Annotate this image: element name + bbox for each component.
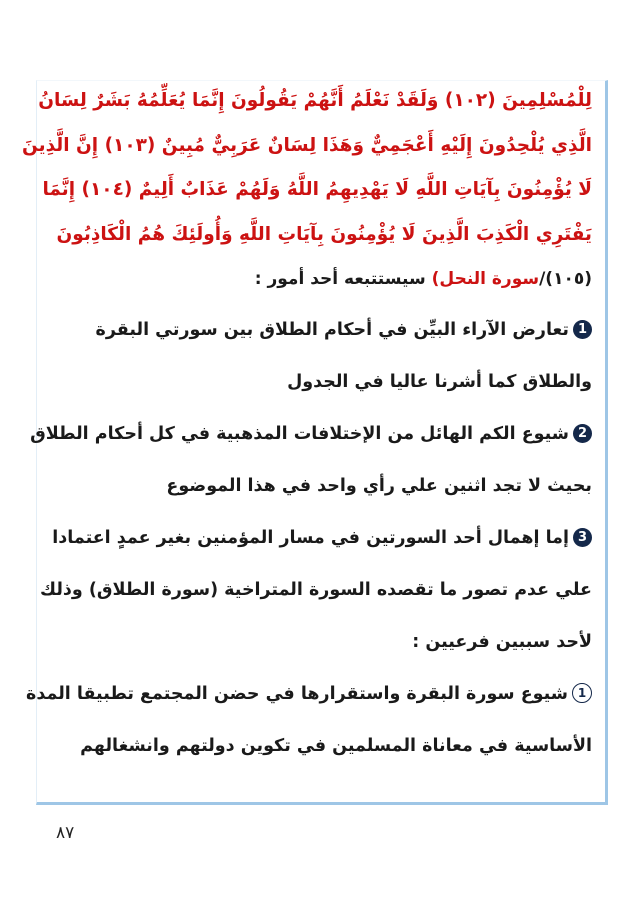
quran-verses (21, 86, 592, 264)
subpoint-1 (26, 679, 592, 783)
reference-intro: سيستتبعه أحد أمور : (254, 269, 432, 289)
point-line (44, 315, 592, 367)
quran-line: يَفْتَرِي الْكَذِبَ الَّذِينَ لَا يُؤْمِنُونَ بِآيَاتِ اللَّهِ وَأُولَئِكَ هُمُ الْكَاذِبُونَ (56, 223, 592, 245)
point-2 (30, 419, 592, 523)
point-line (30, 419, 592, 471)
sura-name: سورة النحل) (431, 269, 540, 289)
point-3 (40, 523, 592, 679)
point-line: بحيث لا تجد اثنين علي رأي واحد في هذا الموضوع (166, 476, 592, 496)
point-text: شيوع الكم الهائل من الإختلافات المذهبية في كل أحكام الطلاق (30, 424, 569, 444)
document-body (21, 86, 592, 783)
quran-line: لَا يُؤْمِنُونَ بِآيَاتِ اللَّهِ لَا يَهْدِيهِمُ اللَّهُ وَلَهُمْ عَذَابٌ أَلِيمٌ (١٠٤) إِنَّمَا (42, 179, 592, 200)
point-1 (44, 315, 592, 419)
point-line (44, 523, 592, 575)
number-badge-icon: 3 (573, 528, 592, 547)
verse-number: (١٠٥)/ (539, 269, 592, 289)
number-badge-icon: 1 (573, 320, 592, 339)
quran-line: الَّذِي يُلْحِدُونَ إِلَيْهِ أَعْجَمِيٌّ وَهَذَا لِسَانٌ عَرَبِيٌّ مُبِينٌ (١٠٣) إِنَّ الَّذِينَ (21, 134, 592, 156)
point-line: علي عدم تصور ما تقصده السورة المتراخية (سورة الطلاق) وذلك (40, 580, 592, 600)
circled-number-icon: 1 (572, 683, 592, 703)
number-badge-icon: 2 (573, 424, 592, 443)
page-number: ٨٧ (56, 823, 75, 843)
point-line: والطلاق كما أشرنا عاليا في الجدول (287, 372, 592, 392)
point-text: تعارض الآراء البيِّن في أحكام الطلاق بين سورتي البقرة (95, 320, 569, 340)
verse-reference (44, 264, 592, 315)
point-text: إما إهمال أحد السورتين في مسار المؤمنين بغير عمدٍ اعتمادا (52, 528, 569, 548)
subpoint-line (26, 679, 592, 731)
subpoint-text: شيوع سورة البقرة واستقرارها في حضن المجتمع تطبيقا المدة (26, 684, 568, 704)
point-line: لأحد سببين فرعيين : (412, 632, 592, 652)
subpoint-line: الأساسية في معاناة المسلمين في تكوين دولتهم وانشغالهم (80, 736, 592, 756)
quran-line: لِلْمُسْلِمِينَ (١٠٢) وَلَقَدْ نَعْلَمُ أَنَّهُمْ يَقُولُونَ إِنَّمَا يُعَلِّمُهُ بَشَرٌ لِسَانُ (38, 90, 592, 111)
